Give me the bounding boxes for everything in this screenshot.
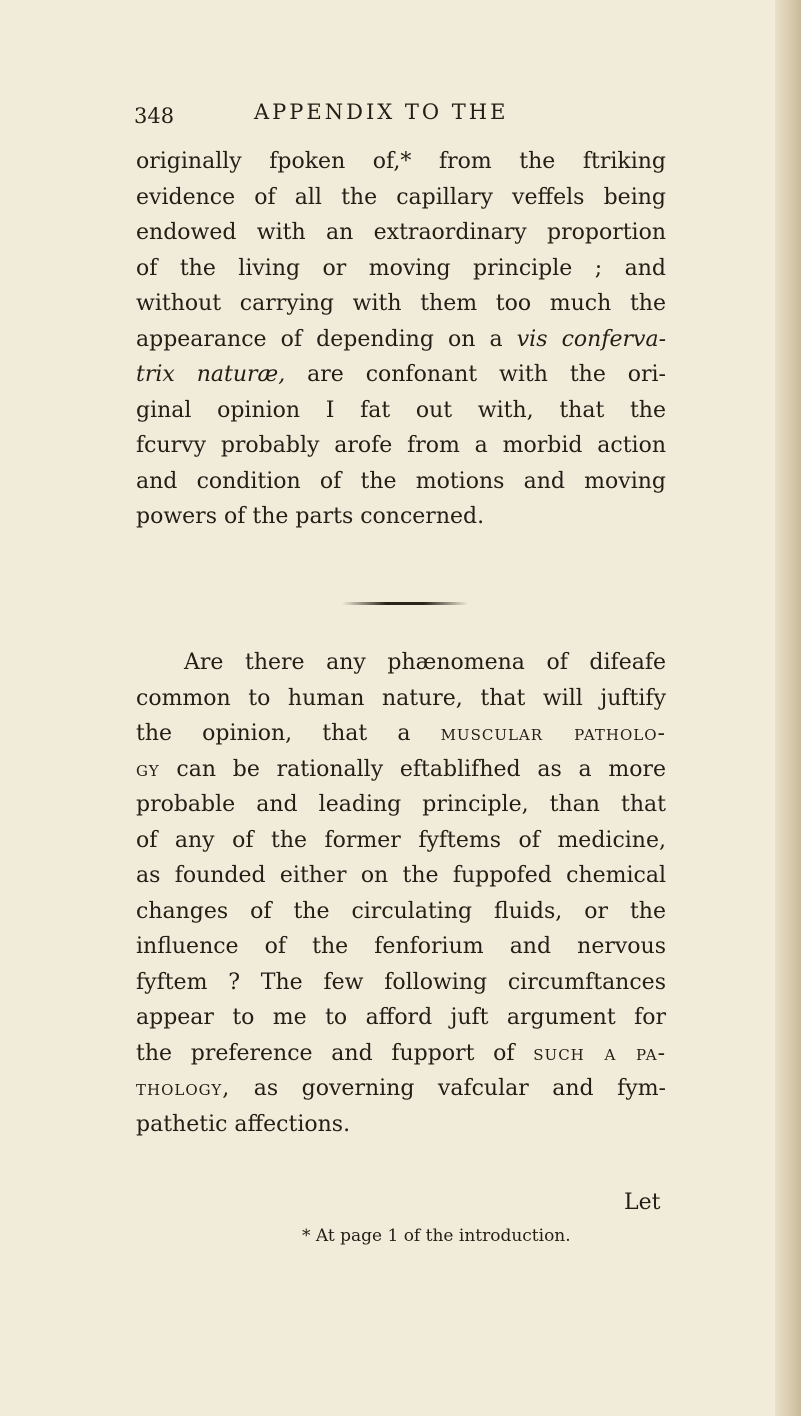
text-run: appearance of depending on a (136, 326, 503, 352)
text-run: can be rationally eftablifhed as a more (176, 756, 667, 782)
small-caps-term: thology, (136, 1076, 231, 1101)
text-line: ginal opinion I fat out with, that the (136, 397, 666, 423)
text-line: of any of the former fyftems of medicine, (136, 827, 666, 853)
text-line (136, 752, 666, 788)
text-line: originally fpoken of,* from the ftriking (136, 149, 666, 174)
text-line: changes of the circulating fluids, or the (136, 898, 666, 924)
text-line: pathetic affections. (136, 1111, 351, 1137)
paragraph-2 (136, 645, 666, 1142)
footnote: * At page 1 of the introduction. (302, 1226, 571, 1246)
text-line: influence of the fenforium and nervous (136, 934, 666, 959)
page-number: 348 (134, 104, 175, 128)
text-line (136, 357, 666, 393)
text-line: powers of the parts concerned. (136, 504, 485, 529)
running-header (134, 100, 674, 130)
small-caps-term: gy (136, 756, 160, 782)
latin-phrase: vis conferva- (516, 326, 666, 352)
text-run: are confonant with the ori- (307, 362, 666, 387)
text-run: the opinion, that a (136, 721, 411, 746)
text-line: endowed with an extraordinary proportion (136, 220, 666, 245)
text-line (136, 1036, 666, 1072)
text-line: of the living or moving principle ; and (136, 255, 666, 281)
small-caps-term: muscular patholo- (440, 721, 666, 746)
text-line (136, 322, 666, 358)
text-line: as founded either on the fuppofed chemical (136, 863, 666, 888)
text-line: fyftem ? The few following circumftances (136, 969, 666, 995)
small-caps-term: such a pa- (533, 1040, 666, 1066)
running-head: APPENDIX TO THE (254, 100, 509, 124)
text-line: common to human nature, that will juftify (136, 685, 666, 711)
text-line: appear to me to afford juft argument for (136, 1005, 666, 1030)
paragraph-1 (136, 144, 666, 535)
text-run: as governing vafcular and fym- (253, 1076, 666, 1101)
catchword: Let (624, 1190, 661, 1215)
text-line: evidence of all the capillary veffels being (136, 184, 666, 210)
section-divider (342, 602, 468, 605)
text-line: and condition of the motions and moving (136, 468, 666, 494)
text-line (136, 716, 666, 752)
page-edge (775, 0, 801, 1416)
text-line (136, 1071, 666, 1107)
text-run: the preference and fupport of (136, 1040, 515, 1066)
text-line: Are there any phænomena of difeafe (184, 650, 666, 675)
text-line: without carrying with them too much the (136, 291, 666, 316)
latin-phrase: trix naturæ, (136, 362, 286, 387)
text-line: fcurvy probably arofe from a morbid action (136, 433, 666, 458)
text-line: probable and leading principle, than that (136, 792, 666, 817)
